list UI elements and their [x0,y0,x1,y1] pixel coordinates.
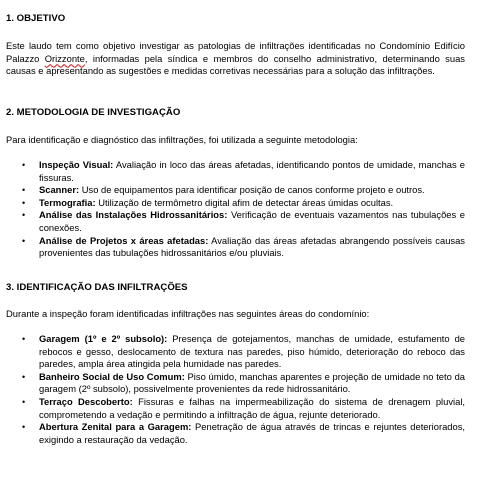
list-item-term: Banheiro Social de Uso Comum: [39,370,185,382]
list-item-desc: Avaliação das áreas afetadas abrangendo possíveis causas provenientes das tubulações hidrossanitários e/ou pluviais. [39,234,465,259]
section-3-intro: Durante a inspeção foram identificadas infiltrações nas seguintes áreas do condomínio: [6,308,370,319]
objetivo-text-after: , informadas pela síndica e membros do conselho administrativo, determinando suas causas e apresentando as sugestões e medidas corretivas necessárias para a solução das infiltrações. [6,52,465,77]
list-item-term: Análise das Instalações Hidrossanitários: [39,209,228,221]
list-item-term: Abertura Zenital para a Garagem: [39,421,192,433]
list-item-desc: Penetração de água através de trincas e rejuntes deteriorados, exigindo a restauração da vedação. [39,421,465,445]
list-item [22,159,465,184]
list-item-term: Terraço Descoberto: [39,395,133,407]
list-item-desc: Presença de gotejamentos, manchas de umidade, estufamento de rebocos e gesso, deslocamento de textura nas paredes, piso húmido, deterioração do reboco das paredes, ampla área atingida pela humidade nas paredes. [39,333,465,370]
bullet-icon: • [22,422,26,433]
objetivo-text-before: Este laudo tem como objetivo investigar as patologias de infiltrações identificadas no Condomínio Edifício Palazzo [6,40,465,64]
bullet-icon: • [22,371,26,382]
bullet-icon: • [22,396,26,407]
metodologia-list [22,159,465,260]
bullet-icon: • [22,235,26,246]
identificacao-list [22,333,465,446]
list-item [22,235,465,260]
list-item-desc: Avaliação in loco das áreas afetadas, identificando pontos de umidade, manchas e fissuras. [39,159,466,183]
list-item [22,184,465,197]
section-3-heading: 3. IDENTIFICAÇÃO DAS INFILTRAÇÕES [6,282,188,293]
list-item-desc: Utilização de termômetro digital afim de detectar áreas úmidas ocultas. [95,196,394,208]
section-2-intro: Para identificação e diagnóstico das infiltrações, foi utilizada a seguinte metodologia: [6,134,358,145]
list-item-desc: Uso de equipamentos para identificar posição de canos conforme projeto e outros. [79,184,425,196]
list-item [22,371,465,396]
list-item-desc: Verificação de eventuais vazamentos nas tubulações e conexões. [39,209,465,233]
list-item-term: Garagem (1º e 2º subsolo): [39,333,168,344]
list-item [22,209,465,234]
bullet-icon: • [22,334,26,344]
bullet-icon: • [22,197,26,208]
list-item-term: Scanner: [39,184,80,196]
list-item-term: Inspeção Visual: [39,159,114,170]
list-item [22,197,465,210]
list-item-term: Termografia: [39,196,96,208]
list-item-desc: Piso úmido, manchas aparentes e projeção de umidade no teto da garagem (2º subsolo), possivelmente provenientes da rede hidrossanitário. [39,370,465,395]
list-item-term: Análise de Projetos x áreas afetadas: [39,234,209,246]
section-1-heading: 1. OBJETIVO [6,13,66,24]
section-2-heading: 2. METODOLOGIA DE INVESTIGAÇÃO [6,107,181,118]
spellcheck-underlined-word: Orizzonte [44,52,85,64]
bullet-icon: • [22,185,26,196]
list-item [22,333,465,371]
list-item-desc: Fissuras e falhas na impermeabilização do sistema de drenagem pluvial, comprometendo a vedação e permitindo a infiltração de água, rejunte deteriorado. [39,395,466,420]
list-item [22,421,465,446]
section-1-paragraph [6,40,465,78]
bullet-icon: • [22,160,26,170]
bullet-icon: • [22,210,26,221]
list-item [22,396,465,421]
